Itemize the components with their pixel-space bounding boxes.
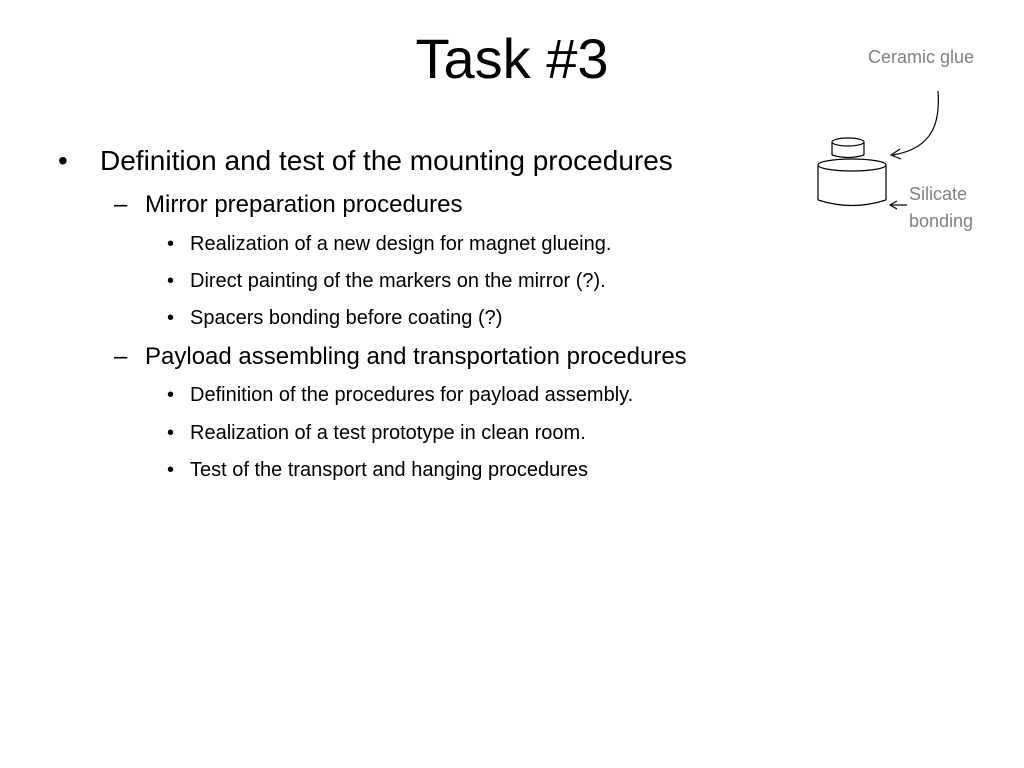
item-spacers-bonding: Spacers bonding before coating (?) — [190, 307, 503, 329]
silicate-label-line1: Silicate — [909, 184, 968, 204]
item-direct-painting: Direct painting of the markers on the mirror (?). — [190, 270, 606, 292]
bullet-marker: • — [167, 270, 175, 292]
item-transport-hanging: Test of the transport and hanging procedures — [190, 459, 589, 481]
silicate-bonding-arrow — [890, 201, 907, 209]
mirror-cylinder — [818, 159, 886, 206]
ceramic-glue-arrow — [891, 91, 938, 159]
item-payload-assembly: Definition of the procedures for payload assembly. — [190, 384, 634, 406]
ceramic-glue-label: Ceramic glue — [868, 47, 975, 67]
sub-bullet-payload-assembling: Payload assembling and transportation procedures — [145, 343, 687, 370]
bullet-marker: • — [167, 459, 175, 481]
magnet-cylinder — [832, 138, 864, 158]
dash-marker: – — [114, 191, 128, 218]
mirror-diagram — [810, 85, 960, 215]
bullet-marker: • — [58, 145, 68, 176]
dash-marker: – — [114, 343, 128, 370]
slide-title: Task #3 — [415, 27, 609, 90]
bullet-marker: • — [167, 384, 175, 406]
bullet-marker: • — [167, 233, 175, 255]
bullet-marker: • — [167, 422, 175, 444]
bullet-mounting-procedures: Definition and test of the mounting procedures — [100, 145, 673, 176]
item-magnet-glueing: Realization of a new design for magnet glueing. — [190, 233, 612, 255]
bullet-marker: • — [167, 307, 175, 329]
silicate-label-line2: bonding — [909, 211, 974, 231]
sub-bullet-mirror-preparation: Mirror preparation procedures — [145, 191, 463, 218]
item-test-prototype: Realization of a test prototype in clean room. — [190, 422, 586, 444]
